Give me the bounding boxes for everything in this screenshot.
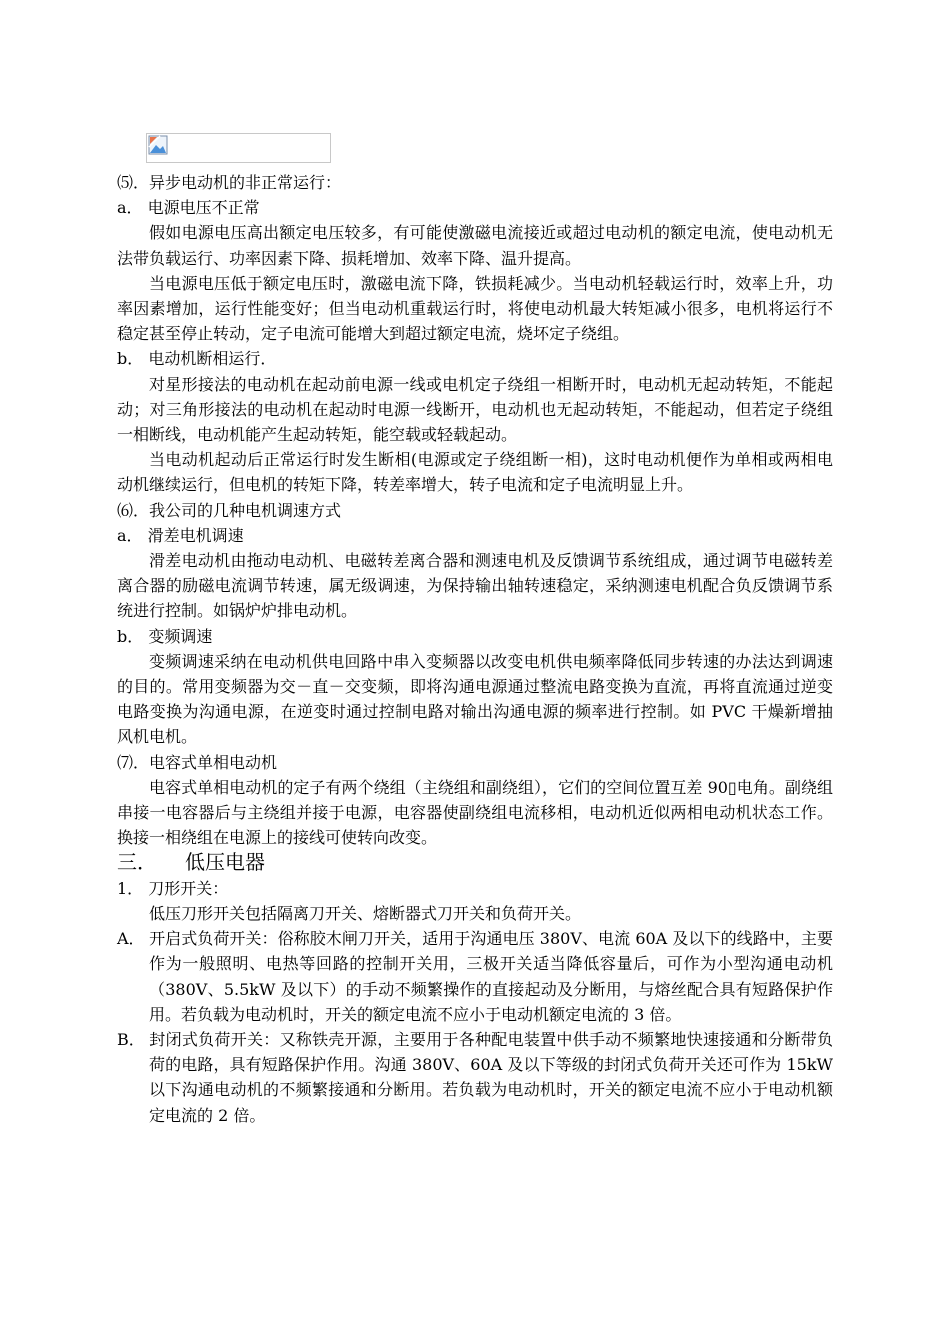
list-item-text: 封闭式负荷开关：又称铁壳开源，主要用于各种配电装置中供手动不频繁地快速接通和分断带负荷的电路，具有短路保护作用。沟通 380V、60A 及以下等级的封闭式负荷开关还可作为 15kW 以下沟通电动机的不频繁接通和分断用。若负载为电动机时，开关的额定电流不应小于电动机额定电流的 2 倍。 xyxy=(149,1029,833,1125)
paragraph: 电容式单相电动机的定子有两个绕组（主绕组和副绕组），它们的空间位置互差 90▯电角。副绕组串接一电容器后与主绕组并接于电源，电容器使副绕组电流移相，电动机近似两相电动机状态工作。换接一相绕组在电源上的接线可使转向改变。 xyxy=(117,777,833,848)
paragraph: 变频调速采纳在电动机供电回路中串入变频器以改变电机供电频率降低同步转速的办法达到调速的目的。常用变频器为交－直－交变频，即将沟通电源通过整流电路变换为直流，再将直流通过逆变电路变换为沟通电源，在逆变时通过控制电路对输出沟通电源的频率进行控制。如 PVC 干燥新增抽风机电机。 xyxy=(117,651,833,747)
paragraph: 当电动机起动后正常运行时发生断相(电源或定子绕组断一相)，这时电动机便作为单相或两相电动机继续运行，但电机的转矩下降，转差率增大，转子电流和定子电流明显上升。 xyxy=(117,450,833,495)
section-number: 三． xyxy=(117,850,157,875)
paragraph: 假如电源电压高出额定电压较多，有可能使激磁电流接近或超过电动机的额定电流，使电动机无法带负载运行、功率因素下降、损耗增加、效率下降、温升提高。 xyxy=(117,223,833,268)
list-item xyxy=(117,926,833,1027)
list-marker: A． xyxy=(117,929,145,949)
paragraph: 对星形接法的电动机在起动前电源一线或电机定子绕组一相断开时，电动机无起动转矩，不能起动；对三角形接法的电动机在起动时电源一线断开，电动机也无起动转矩，不能起动，但若定子绕组一相断线，电动机能产生起动转矩，能空载或轻载起动。 xyxy=(117,374,833,445)
list-marker: B． xyxy=(117,1029,145,1049)
paragraph: ⑺．电容式单相电动机 xyxy=(117,752,278,772)
section-title: 低压电器 xyxy=(185,850,265,875)
paragraph: b． 电动机断相运行． xyxy=(117,349,277,369)
subsection-label: 1． 刀形开关： xyxy=(117,878,229,898)
image-placeholder xyxy=(146,133,331,163)
list-item xyxy=(117,1027,833,1128)
paragraph: b． 变频调速 xyxy=(117,626,213,646)
paragraph: 当电源电压低于额定电压时，激磁电流下降，铁损耗减少。当电动机轻载运行时，效率上升，功率因素增加，运行性能变好；但当电动机重载运行时，将使电动机最大转矩减小很多，电机将运行不稳定甚至停止转动，定子电流可能增大到超过额定电流，烧坏定子绕组。 xyxy=(117,273,833,344)
paragraph: a． 滑差电机调速 xyxy=(117,525,244,545)
paragraph: 滑差电动机由拖动电动机、电磁转差离合器和测速电机及反馈调节系统组成，通过调节电磁转差离合器的励磁电流调节转速，属无级调速，为保持输出轴转速稳定，采纳测速电机配合负反馈调节系统进行控制。如锅炉炉排电动机。 xyxy=(117,551,833,621)
paragraph: ⑹．我公司的几种电机调速方式 xyxy=(117,500,342,520)
paragraph: ⑸．异步电动机的非正常运行： xyxy=(117,173,342,192)
document-body xyxy=(117,170,833,1128)
section-heading xyxy=(117,850,833,875)
broken-image-icon xyxy=(148,135,168,155)
subsection-intro: 低压刀形开关包括隔离刀开关、熔断器式刀开关和负荷开关。 xyxy=(149,903,582,923)
paragraph: a． 电源电压不正常 xyxy=(117,198,260,218)
list-item-text: 开启式负荷开关：俗称胶木闸刀开关，适用于沟通电压 380V、电流 60A 及以下的线路中，主要作为一般照明、电热等回路的控制开关用，三极开关适当降低容量后，可作为小型沟通电动机（380V、5.5kW 及以下）的手动不频繁操作的直接起动及分断用，与熔丝配合具有短路保护作用。若负载为电动机时，开关的额定电流不应小于电动机额定电流的 3 倍。 xyxy=(149,929,833,1024)
